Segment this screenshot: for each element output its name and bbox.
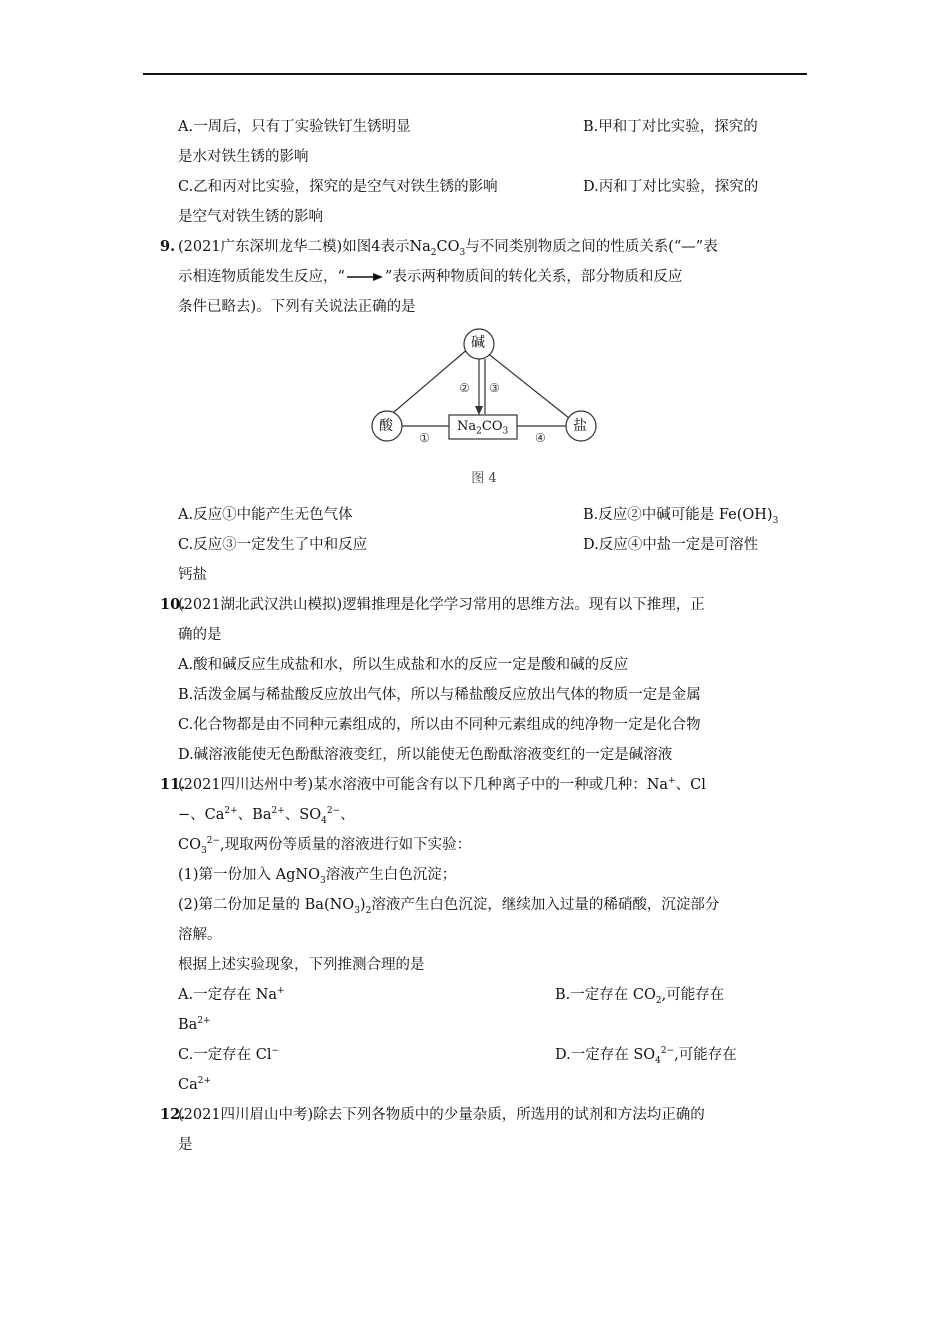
q8-options bbox=[150, 112, 800, 232]
q11-option-b-wrap: $Ba^{2+}$ bbox=[178, 1016, 211, 1033]
question-stem-line: 是 bbox=[178, 1137, 193, 1153]
q11-option-d-wrap: $Ca^{2+}$ bbox=[178, 1076, 212, 1093]
q9-option-b: B.反应②中碱可能是 $Fe(OH)_3$ bbox=[583, 507, 779, 526]
q8-option-b: B.甲和丁对比实验，探究的 bbox=[583, 119, 758, 135]
question-prompt: 根据上述实验现象，下列推测合理的是 bbox=[178, 957, 425, 973]
page-body bbox=[150, 112, 800, 1160]
question-stem-line: (2021四川达州中考)某水溶液中可能含有以下几种离子中的一种或几种：Na+、Cl bbox=[178, 776, 706, 793]
q11-option-d: D.一定存在 $SO_4^{2-}$,可能存在 bbox=[555, 1046, 737, 1066]
q10-option-d: D.碱溶液能使无色酚酞溶液变红，所以能使无色酚酞溶液变红的一定是碱溶液 bbox=[178, 747, 673, 763]
q11-option-a: A.一定存在 Na+ bbox=[178, 986, 285, 1003]
experiment-2: (2)第二份加足量的 $Ba(NO_3)_2$溶液产生白色沉淀，继续加入过量的稀硝酸，沉淀部分 bbox=[178, 897, 720, 916]
question-9 bbox=[150, 232, 800, 322]
node-acid-label: 酸 bbox=[379, 418, 393, 434]
q9-option-d: D.反应④中盐一定是可溶性 bbox=[583, 537, 759, 553]
question-number: 10. bbox=[160, 596, 186, 613]
q9-option-c: C.反应③一定发生了中和反应 bbox=[178, 537, 368, 553]
experiment-1: (1)第一份加入 AgNO$_3$溶液产生白色沉淀； bbox=[178, 867, 457, 886]
q11-option-b: B.一定存在 $CO_2$,可能存在 bbox=[555, 987, 725, 1006]
q11-option-c: C.一定存在 Cl− bbox=[178, 1046, 280, 1063]
question-stem-line: (2021广东深圳龙华二模)如图4表示$Na_2CO_3$与不同类别物质之间的性质关系(“—”表 bbox=[178, 239, 718, 258]
arrow-icon bbox=[345, 272, 385, 282]
experiment-2-wrap: 溶解。 bbox=[178, 927, 222, 943]
question-stem-line: (2021湖北武汉洪山模拟)逻辑推理是化学学习常用的思维方法。现有以下推理，正 bbox=[178, 597, 705, 613]
q8-option-cd-wrap: 是空气对铁生锈的影响 bbox=[178, 209, 323, 225]
question-10 bbox=[150, 590, 800, 770]
question-number: 11. bbox=[160, 776, 186, 793]
q9-option-a: A.反应①中能产生无色气体 bbox=[178, 507, 353, 523]
question-number: 12. bbox=[160, 1106, 186, 1123]
reaction-label-2: ② bbox=[459, 381, 470, 395]
question-stem-line: 确的是 bbox=[178, 627, 222, 643]
node-base-label: 碱 bbox=[471, 335, 485, 351]
reaction-label-1: ① bbox=[419, 431, 430, 445]
q8-option-c: C.乙和丙对比实验，探究的是空气对铁生锈的影响 bbox=[178, 179, 498, 195]
figure-4-diagram bbox=[357, 326, 611, 496]
reaction-label-4: ④ bbox=[535, 431, 546, 445]
question-stem-line: 条件已略去)。下列有关说法正确的是 bbox=[178, 299, 416, 315]
edge-base-acid bbox=[387, 348, 469, 418]
q9-options bbox=[150, 500, 800, 590]
node-salt-label: 盐 bbox=[573, 418, 587, 434]
figure-caption: 图 4 bbox=[471, 471, 497, 486]
header-rule bbox=[143, 73, 807, 75]
question-stem-line: −、$Ca^{2+}$、$Ba^{2+}$、$SO_4^{2-}$、 bbox=[178, 806, 355, 826]
node-center-label: $Na_2CO_3$ bbox=[457, 419, 509, 437]
q8-option-ab-wrap: 是水对铁生锈的影响 bbox=[178, 149, 309, 165]
q10-option-b: B.活泼金属与稀盐酸反应放出气体，所以与稀盐酸反应放出气体的物质一定是金属 bbox=[178, 687, 701, 703]
q10-option-a: A.酸和碱反应生成盐和水，所以生成盐和水的反应一定是酸和碱的反应 bbox=[178, 657, 629, 673]
question-stem-line: $CO_3^{2-}$,现取两份等质量的溶液进行如下实验： bbox=[178, 836, 472, 856]
question-stem-line: (2021四川眉山中考)除去下列各物质中的少量杂质，所选用的试剂和方法均正确的 bbox=[178, 1107, 705, 1123]
question-stem-line: 示相连物质能发生反应，“ ”表示两种物质间的转化关系，部分物质和反应 bbox=[178, 269, 683, 285]
q10-option-c: C.化合物都是由不同种元素组成的，所以由不同种元素组成的纯净物一定是化合物 bbox=[178, 717, 701, 733]
question-11 bbox=[150, 770, 800, 1100]
q9-option-d-wrap: 钙盐 bbox=[178, 567, 207, 583]
q8-option-d: D.丙和丁对比实验，探究的 bbox=[583, 179, 759, 195]
question-12 bbox=[150, 1100, 800, 1160]
reaction-label-3: ③ bbox=[489, 381, 500, 395]
q8-option-a: A.一周后，只有丁实验铁钉生锈明显 bbox=[178, 119, 411, 135]
question-number: 9. bbox=[160, 238, 176, 255]
